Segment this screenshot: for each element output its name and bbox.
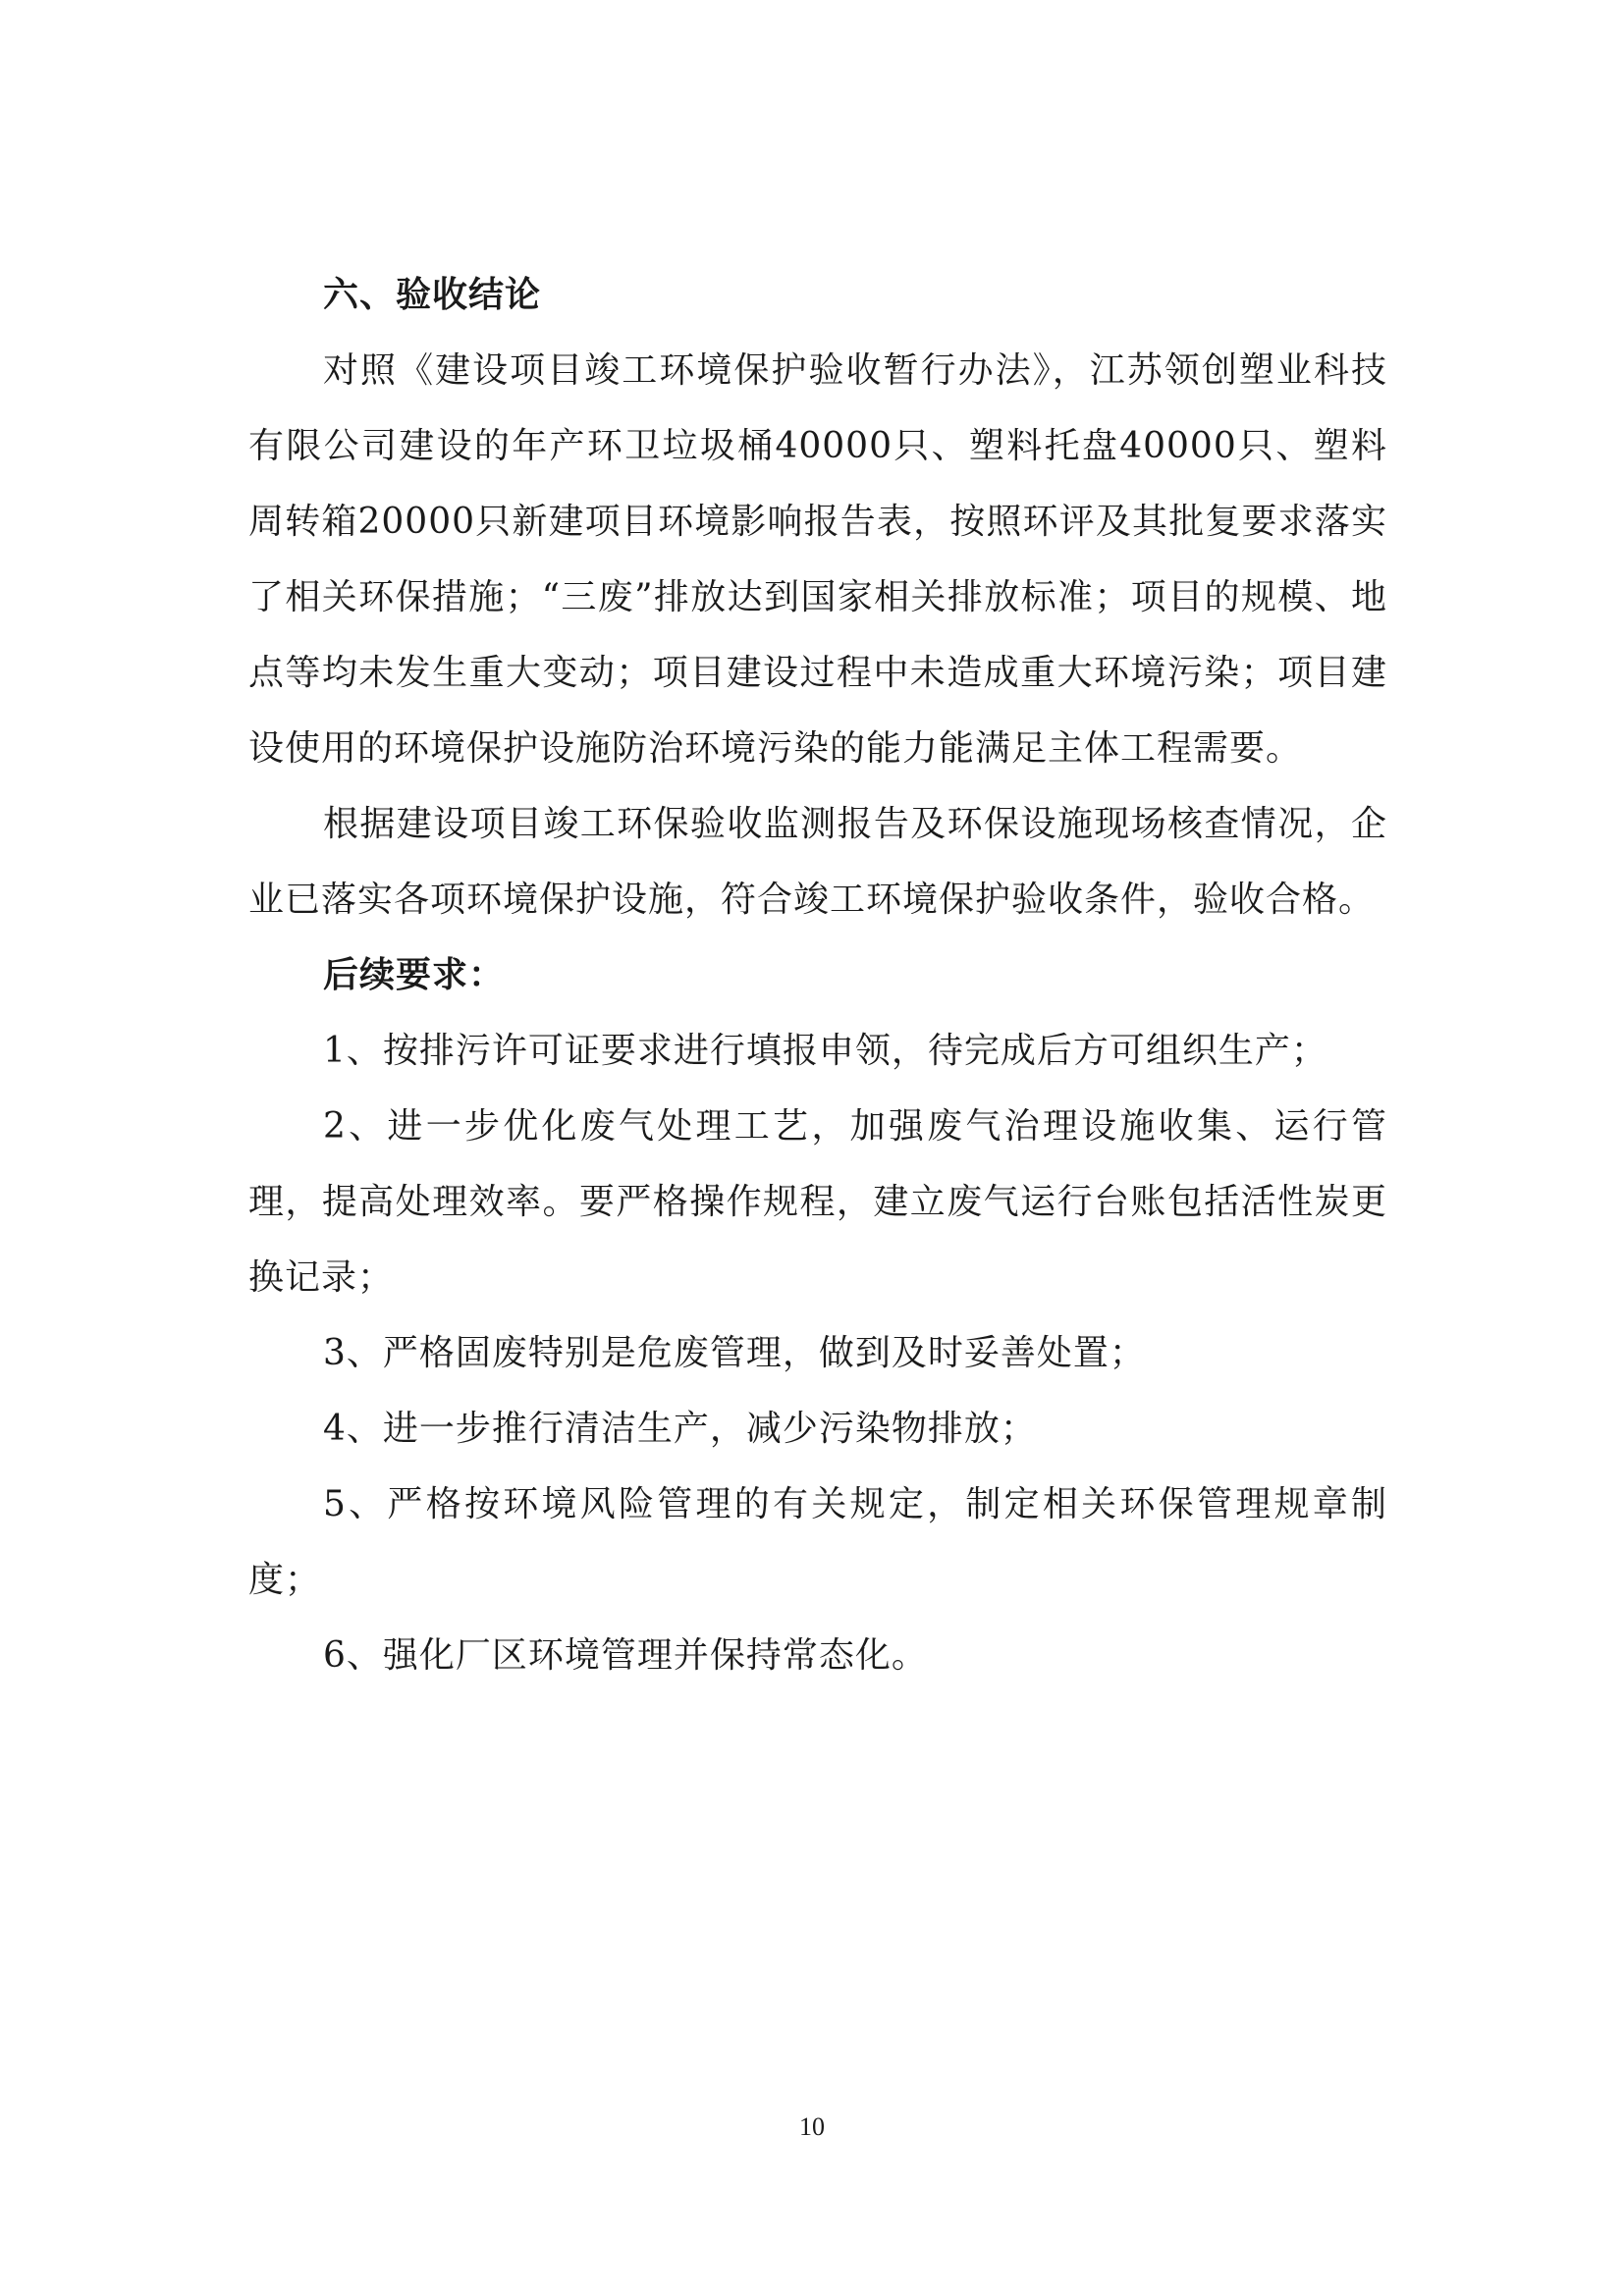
requirement-item-1: 1、按排污许可证要求进行填报申领，待完成后方可组织生产； — [323, 1031, 1327, 1071]
acceptance-paragraph: 根据建设项目竣工环保验收监测报告及环保设施现场核查情况，企业已落实各项环境保护设施，符合竣工环境保护验收条件，验收合格。 — [248, 804, 1387, 920]
followup-heading: 后续要求： — [323, 955, 506, 995]
section-heading: 六、验收结论 — [323, 275, 542, 315]
requirement-item-5: 5、严格按环境风险管理的有关规定，制定相关环保管理规章制度； — [248, 1484, 1387, 1600]
requirement-item-3: 3、严格固废特别是危废管理，做到及时妥善处置； — [323, 1333, 1146, 1373]
page-number: 10 — [799, 2112, 825, 2141]
document-body — [248, 257, 1387, 1693]
requirement-item-4: 4、进一步推行清洁生产，减少污染物排放； — [323, 1409, 1037, 1449]
requirement-item-6: 6、强化厂区环境管理并保持常态化。 — [323, 1635, 928, 1676]
requirement-item-2: 2、进一步优化废气处理工艺，加强废气治理设施收集、运行管理，提高处理效率。要严格操作规程，建立废气运行台账包括活性炭更换记录； — [248, 1106, 1387, 1298]
conclusion-paragraph: 对照《建设项目竣工环境保护验收暂行办法》，江苏领创塑业科技有限公司建设的年产环卫垃圾桶40000只、塑料托盘40000只、塑料周转箱20000只新建项目环境影响报告表，按照环评及其批复要求落实了相关环保措施；“三废”排放达到国家相关排放标准；项目的规模、地点等均未发生重大变动；项目建设过程中未造成重大环境污染；项目建设使用的环境保护设施防治环境污染的能力能满足主体工程需要。 — [248, 350, 1387, 769]
